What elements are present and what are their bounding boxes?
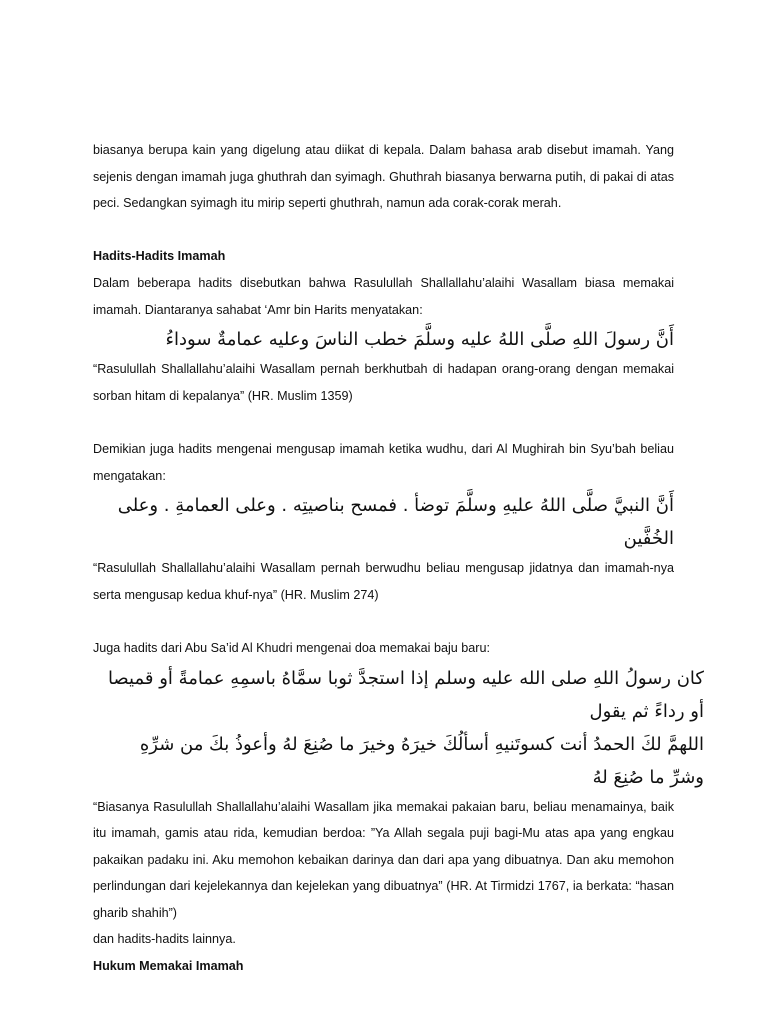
paragraph-spacer	[93, 217, 674, 244]
translation-hadith-3: “Biasanya Rasulullah Shallallahu’alaihi Wasallam jika memakai pakaian baru, beliau menamainya, baik itu imamah, gamis atau rida, kemudian berdoa: ”Ya Allah segala puji bagi-Mu atas apa yang engkau pakaikan padaku ini. Aku memohon kebaikan darinya dan dari apa yang dibuatnya. Dan aku memohon perlindungan dari kejelekannya dan kejelekan yang dibuatnya” (HR. At Tirmidzi 1767, ia berkata: “hasan gharib shahih”)	[93, 799, 674, 920]
document-body	[93, 137, 704, 980]
paragraph-spacer	[93, 608, 674, 635]
paragraph-doa-intro: Juga hadits dari Abu Sa’id Al Khudri mengenai doa memakai baju baru:	[93, 640, 490, 655]
section-heading-hukum-memakai-imamah: Hukum Memakai Imamah	[93, 959, 244, 974]
arabic-hadith-1: أَنَّ رسولَ اللهِ صلَّى اللهُ عليه وسلَّمَ خطب الناسَ وعليه عمامةٌ سوداءُ	[165, 329, 674, 351]
arabic-hadith-3-line-2: اللهمَّ لكَ الحمدُ أنت كسوتَنيهِ أسألُكَ خيرَهُ وخيرَ ما صُنِعَ لهُ وأعوذُ بكَ من شرِّهِ وشرِّ ما صُنِعَ لهُ	[139, 733, 704, 788]
paragraph-imamah-description: biasanya berupa kain yang digelung atau diikat di kepala. Dalam bahasa arab disebut imamah. Yang sejenis dengan imamah juga ghuthrah dan syimagh. Ghuthrah biasanya berwarna putih, di pakai di atas peci. Sedangkan syimagh itu mirip seperti ghuthrah, namun ada corak-corak merah.	[93, 143, 674, 211]
translation-hadith-2: “Rasulullah Shallallahu’alaihi Wasallam pernah berwudhu beliau mengusap jidatnya dan imamah-nya serta mengusap kedua khuf-nya” (HR. Muslim 274)	[93, 561, 674, 602]
section-heading-hadits-imamah: Hadits-Hadits Imamah	[93, 249, 226, 264]
arabic-hadith-2: أَنَّ النبيَّ صلَّى اللهُ عليهِ وسلَّمَ توضأ . فمسح بناصيتِه . وعلى العمامةِ . وعلى الخُفَّين	[117, 495, 674, 550]
arabic-hadith-3-line-1: كان رسولُ اللهِ صلى الله عليه وسلم إذا استجدَّ ثوبا سمَّاهُ باسمِهِ عمامةً أو قميصا أو رداءً ثم يقول	[107, 667, 704, 722]
paragraph-spacer	[93, 409, 674, 436]
paragraph-other-hadith: dan hadits-hadits lainnya.	[93, 932, 236, 947]
translation-hadith-1: “Rasulullah Shallallahu’alaihi Wasallam pernah berkhutbah di hadapan orang-orang dengan memakai sorban hitam di kepalanya” (HR. Muslim 1359)	[93, 362, 674, 403]
paragraph-wudhu-intro: Demikian juga hadits mengenai mengusap imamah ketika wudhu, dari Al Mughirah bin Syu’bah beliau mengatakan:	[93, 441, 674, 483]
paragraph-hadits-intro: Dalam beberapa hadits disebutkan bahwa Rasulullah Shallallahu’alaihi Wasallam biasa memakai imamah. Diantaranya sahabat ‘Amr bin Harits menyatakan:	[93, 275, 674, 317]
